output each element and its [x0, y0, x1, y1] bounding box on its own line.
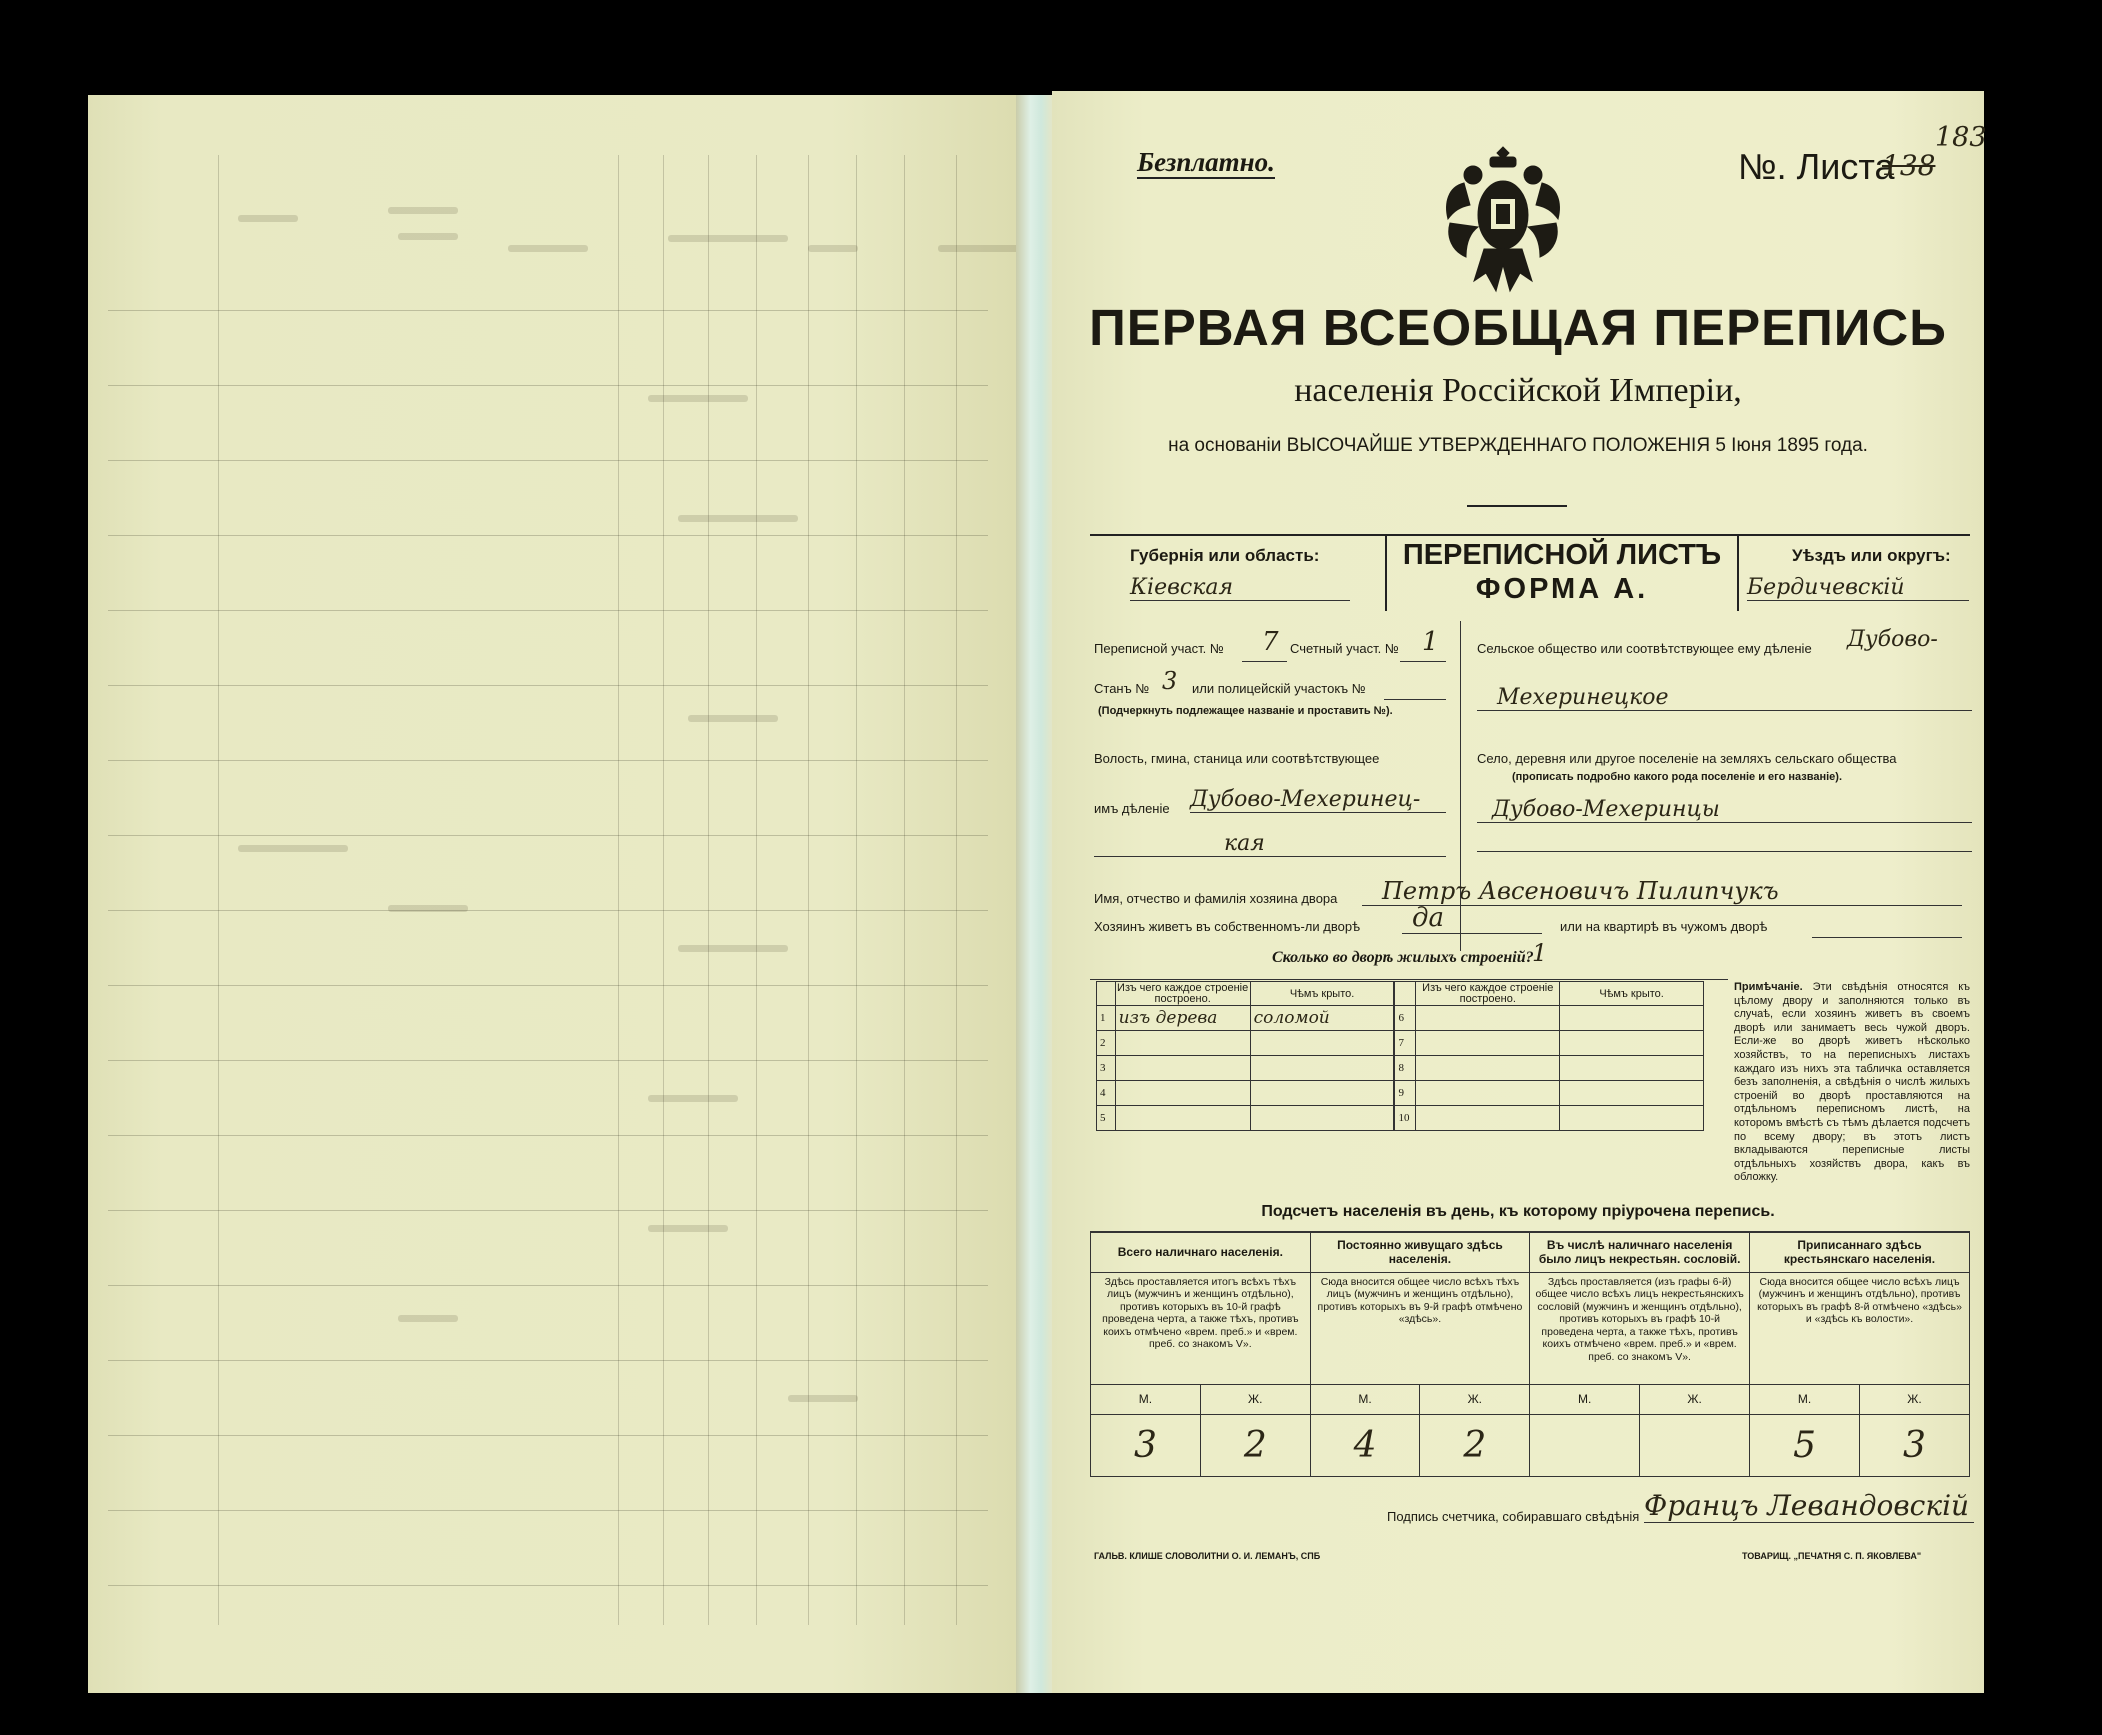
ruling-row-line: [108, 685, 988, 686]
form-subtitle: ФОРМА А.: [1475, 573, 1649, 605]
col-roof-header-2: Чѣмъ крыто.: [1560, 982, 1704, 1006]
village-extra-line: [1477, 851, 1972, 852]
pop-m-value: [1530, 1414, 1640, 1476]
free-label: Безплатно.: [1137, 147, 1275, 177]
ruling-column-line: [808, 155, 809, 1625]
district-label: Уѣздъ или округъ:: [1792, 546, 1951, 565]
stan-value: 3: [1162, 667, 1178, 695]
sheet-number-crossed: 138: [1882, 149, 1936, 182]
ruling-row-line: [108, 1060, 988, 1061]
owner-or-label: или на квартирѣ въ чужомъ дворѣ: [1560, 919, 1768, 934]
ruling-column-line: [708, 155, 709, 1625]
pop-values-row: [1091, 1414, 1970, 1476]
material-cell: изъ дерева: [1115, 1006, 1250, 1031]
row-number-right: 9: [1394, 1081, 1415, 1106]
buildings-label: Сколько во дворѣ жилыхъ строеній?: [1272, 949, 1534, 966]
police-underline: [1384, 699, 1446, 700]
ruling-row-line: [108, 610, 988, 611]
pop-m-value: 4: [1310, 1414, 1420, 1476]
row-number: 3: [1097, 1056, 1116, 1081]
ruling-row-line: [108, 1585, 988, 1586]
row-number-right: 8: [1394, 1056, 1415, 1081]
pop-col-desc: Сюда вносится общее число всѣхъ тѣхъ лицъ (мужчинъ и женщинъ отдѣльно), противъ которыхъ въ 9-й графѣ отмѣчено «здѣсь».: [1310, 1272, 1530, 1384]
sheet-number-caption: №. Листа: [1738, 146, 1895, 187]
census-section-label: Переписной участ. №: [1094, 641, 1224, 656]
faint-handwriting-mark: [388, 905, 468, 912]
pop-m-label: М.: [1750, 1384, 1860, 1414]
faint-handwriting-mark: [238, 845, 348, 852]
ruling-row-line: [108, 1435, 988, 1436]
row-number: 5: [1097, 1106, 1116, 1131]
underline-note: (Подчеркнуть подлежащее названіе и проставить №).: [1098, 705, 1393, 717]
faint-handwriting-mark: [238, 215, 298, 222]
village-note: (прописать подробно какого рода поселеніе и его названіе).: [1512, 771, 1843, 783]
pop-m-label: М.: [1310, 1384, 1420, 1414]
pop-f-value: 2: [1200, 1414, 1310, 1476]
population-table: [1090, 1231, 1970, 1477]
subtitle: населенія Россійской Имперіи,: [1294, 372, 1742, 409]
header-blank-left: [1097, 982, 1116, 1006]
stan-label: Станъ №: [1094, 681, 1150, 696]
buildings-row: [1097, 1106, 1704, 1131]
ruling-column-line: [218, 155, 219, 1625]
faint-handwriting-mark: [648, 395, 748, 402]
ornament-divider: [1467, 505, 1567, 507]
sheet-number-handwritten: 183: [1935, 122, 1987, 153]
pop-mf-row: [1091, 1384, 1970, 1414]
ruling-row-line: [108, 910, 988, 911]
faint-handwriting-mark: [678, 515, 798, 522]
form-box-top: [1090, 534, 1970, 536]
ruling-row-line: [108, 1135, 988, 1136]
buildings-value: 1: [1532, 939, 1548, 967]
count-section-value: 1: [1422, 627, 1439, 657]
material-cell-right: [1416, 1106, 1560, 1131]
volost-label: Волость, гмина, станица или соотвѣтствующее: [1094, 751, 1380, 766]
census-section-underline: [1242, 661, 1287, 662]
buildings-table-top: [1090, 979, 1728, 980]
pop-col-head: Постоянно живущаго здѣсь населенія.: [1310, 1232, 1530, 1272]
pop-m-value: 3: [1091, 1414, 1201, 1476]
col-material-header-2: Изъ чего каждое строеніе построено.: [1416, 982, 1560, 1006]
volost-label-2: имъ дѣленіе: [1094, 801, 1170, 816]
book-spine: [1016, 95, 1052, 1693]
ruling-row-line: [108, 1360, 988, 1361]
faint-handwriting-mark: [678, 945, 788, 952]
material-cell-right: [1416, 1081, 1560, 1106]
pop-col-desc: Здѣсь проставляется (изъ графы 6-й) общее число всѣхъ лицъ некрестьянскихъ сословій (мужчинъ и женщинъ отдѣльно), противъ которыхъ въ графѣ 10-й проведена черта, а также тѣхъ, противъ коихъ отмѣчено «врем. преб.» и «врем. преб. со знакомъ V».: [1530, 1272, 1750, 1384]
material-cell: [1115, 1106, 1250, 1131]
ruling-row-line: [108, 535, 988, 536]
ruling-row-line: [108, 310, 988, 311]
roof-cell-right: [1560, 1031, 1704, 1056]
pop-f-value: 2: [1420, 1414, 1530, 1476]
main-title: ПЕРВАЯ ВСЕОБЩАЯ ПЕРЕПИСЬ: [1089, 299, 1947, 356]
ruling-row-line: [108, 760, 988, 761]
left-page: [88, 95, 1016, 1693]
material-cell-right: [1416, 1006, 1560, 1031]
printer-right: ТОВАРИЩ. „ПЕЧАТНЯ С. П. ЯКОВЛЕВА": [1742, 1551, 1922, 1561]
signature-label: Подпись счетчика, собиравшаго свѣдѣнія: [1387, 1509, 1640, 1524]
pop-m-label: М.: [1091, 1384, 1201, 1414]
note-block: [1734, 981, 1970, 1185]
pop-f-value: [1640, 1414, 1750, 1476]
owner-or-underline: [1812, 937, 1962, 938]
faint-handwriting-mark: [788, 1395, 858, 1402]
faint-handwriting-mark: [508, 245, 588, 252]
basis-line: на основаніи ВЫСОЧАЙШЕ УТВЕРЖДЕННАГО ПОЛОЖЕНІЯ 5 Іюня 1895 года.: [1168, 435, 1868, 456]
buildings-row: [1097, 1056, 1704, 1081]
row-number-right: 10: [1394, 1106, 1415, 1131]
owner-name-label: Имя, отчество и фамилія хозяина двора: [1094, 891, 1338, 906]
society-value: Дубово-: [1847, 627, 1938, 652]
row-number-right: 7: [1394, 1031, 1415, 1056]
double-headed-eagle-emblem: [1440, 141, 1566, 301]
row-number-right: 6: [1394, 1006, 1415, 1031]
printer-left: ГАЛЬВ. КЛИШЕ СЛОВОЛИТНИ О. И. ЛЕМАНЪ, СПБ: [1094, 1551, 1321, 1561]
pop-m-value: 5: [1750, 1414, 1860, 1476]
material-cell: [1115, 1031, 1250, 1056]
province-value: Кіевская: [1130, 575, 1350, 601]
material-cell-right: [1416, 1056, 1560, 1081]
owner-name-value: Петръ Авсеновичъ Пилипчукъ: [1362, 877, 1962, 906]
roof-cell: [1250, 1081, 1394, 1106]
faint-handwriting-mark: [398, 233, 458, 240]
ruling-row-line: [108, 385, 988, 386]
buildings-row: [1097, 1031, 1704, 1056]
row-number: 1: [1097, 1006, 1116, 1031]
ruling-row-line: [108, 1210, 988, 1211]
ruling-row-line: [108, 835, 988, 836]
roof-cell: соломой: [1250, 1006, 1394, 1031]
owner-lives-value: да: [1402, 903, 1542, 934]
village-value: Дубово-Мехеринцы: [1477, 797, 1972, 823]
roof-cell: [1250, 1056, 1394, 1081]
police-label: или полицейскій участокъ №: [1192, 681, 1366, 696]
pop-f-label: Ж.: [1860, 1384, 1970, 1414]
census-section-value: 7: [1262, 627, 1279, 657]
ruling-row-line: [108, 1285, 988, 1286]
row-number: 2: [1097, 1031, 1116, 1056]
pop-col-desc: Здѣсь проставляется итогъ всѣхъ тѣхъ лицъ (мужчинъ и женщинъ отдѣльно), противъ которыхъ въ 10-й графѣ проведена черта, а также тѣхъ, противъ коихъ отмѣчено «врем. преб.» и «врем. преб. со знакомъ V».: [1091, 1272, 1311, 1384]
population-title: Подсчетъ населенія въ день, къ которому пріурочена перепись.: [1261, 1203, 1775, 1220]
header-blank-right: [1394, 982, 1415, 1006]
ruling-column-line: [756, 155, 757, 1625]
pop-col-head: Въ числѣ наличнаго населенія было лицъ некрестьян. сословій.: [1530, 1232, 1750, 1272]
material-cell-right: [1416, 1031, 1560, 1056]
village-label: Село, деревня или другое поселеніе на земляхъ сельскаго общества: [1477, 751, 1897, 766]
roof-cell-right: [1560, 1056, 1704, 1081]
pop-m-label: М.: [1530, 1384, 1640, 1414]
roof-cell: [1250, 1106, 1394, 1131]
pop-f-label: Ж.: [1200, 1384, 1310, 1414]
form-box-divider-right: [1737, 536, 1739, 611]
material-cell: [1115, 1056, 1250, 1081]
pop-head-row: [1091, 1232, 1970, 1272]
buildings-row: [1097, 1081, 1704, 1106]
ruling-column-line: [663, 155, 664, 1625]
sheet-number-label: [1738, 147, 1894, 187]
faint-handwriting-mark: [648, 1095, 738, 1102]
pop-f-value: 3: [1860, 1414, 1970, 1476]
count-section-underline: [1400, 661, 1446, 662]
pop-col-desc: Сюда вносится общее число всѣхъ лицъ (мужчинъ и женщинъ отдѣльно), противъ которыхъ въ графѣ 8-й отмѣчено «здѣсь» и «здѣсь къ волости».: [1750, 1272, 1970, 1384]
roof-cell-right: [1560, 1006, 1704, 1031]
col-roof-header: Чѣмъ крыто.: [1250, 982, 1394, 1006]
faint-handwriting-mark: [388, 207, 458, 214]
form-title: ПЕРЕПИСНОЙ ЛИСТЪ: [1402, 539, 1722, 571]
roof-cell-right: [1560, 1081, 1704, 1106]
ruling-row-line: [108, 460, 988, 461]
faint-handwriting-mark: [688, 715, 778, 722]
census-form-page: [1052, 91, 1987, 1693]
col-material-header: Изъ чего каждое строеніе построено.: [1117, 981, 1249, 1005]
row-number: 4: [1097, 1081, 1116, 1106]
ruling-row-line: [108, 1510, 988, 1511]
volost-value: Дубово-Мехеринец-: [1190, 787, 1446, 813]
pop-desc-row: [1091, 1272, 1970, 1384]
society-label: Сельское общество или соотвѣтствующее ему дѣленіе: [1477, 641, 1812, 656]
count-section-label: Счетный участ. №: [1290, 641, 1399, 656]
buildings-table: [1096, 981, 1704, 1131]
faint-handwriting-mark: [648, 1225, 728, 1232]
ruling-row-line: [108, 985, 988, 986]
owner-lives-label: Хозяинъ живетъ въ собственномъ-ли дворѣ: [1094, 919, 1361, 934]
buildings-row: [1097, 1006, 1704, 1031]
pop-f-label: Ж.: [1420, 1384, 1530, 1414]
faint-handwriting-mark: [668, 235, 788, 242]
faint-handwriting-mark: [398, 1315, 458, 1322]
roof-cell: [1250, 1031, 1394, 1056]
ruling-column-line: [904, 155, 905, 1625]
pop-col-head: Всего наличнаго населенія.: [1091, 1232, 1311, 1272]
ruling-column-line: [856, 155, 857, 1625]
province-label: Губернія или область:: [1130, 546, 1320, 565]
pop-f-label: Ж.: [1640, 1384, 1750, 1414]
material-cell: [1115, 1081, 1250, 1106]
faint-handwriting-mark: [808, 245, 858, 252]
ruling-column-line: [956, 155, 957, 1625]
district-value: Бердичевскій: [1747, 575, 1969, 601]
signature-value: Францъ Левандовскій: [1644, 1489, 1974, 1523]
volost-value-2: кая: [1094, 831, 1446, 857]
pop-col-head: Приписаннаго здѣсь крестьянскаго населенія.: [1750, 1232, 1970, 1272]
note-label: Примѣчаніе.: [1734, 981, 1803, 993]
society-value-2: Мехеринецкое: [1477, 685, 1972, 711]
ruling-column-line: [618, 155, 619, 1625]
roof-cell-right: [1560, 1106, 1704, 1131]
note-text: Эти свѣдѣнія относятся къ цѣлому двору и заполняются только въ случаѣ, если хозяинъ живетъ въ своемъ дворѣ или занимаетъ весь чужой дворъ. Если-же во дворѣ живетъ нѣсколько хозяйствъ, то на переписныхъ листахъ каждаго изъ нихъ эта табличка оставляется безъ заполненія, а свѣдѣнія о числѣ жилыхъ строеній во дворѣ проставляются на отдѣльномъ переписномъ листѣ, на которомъ вмѣстѣ съ тѣмъ дѣлается подсчетъ по всему двору; въ этотъ листъ вкладываются переписные листы отдѣльныхъ хозяйствъ двора, какъ въ обложку.: [1734, 981, 1970, 1184]
